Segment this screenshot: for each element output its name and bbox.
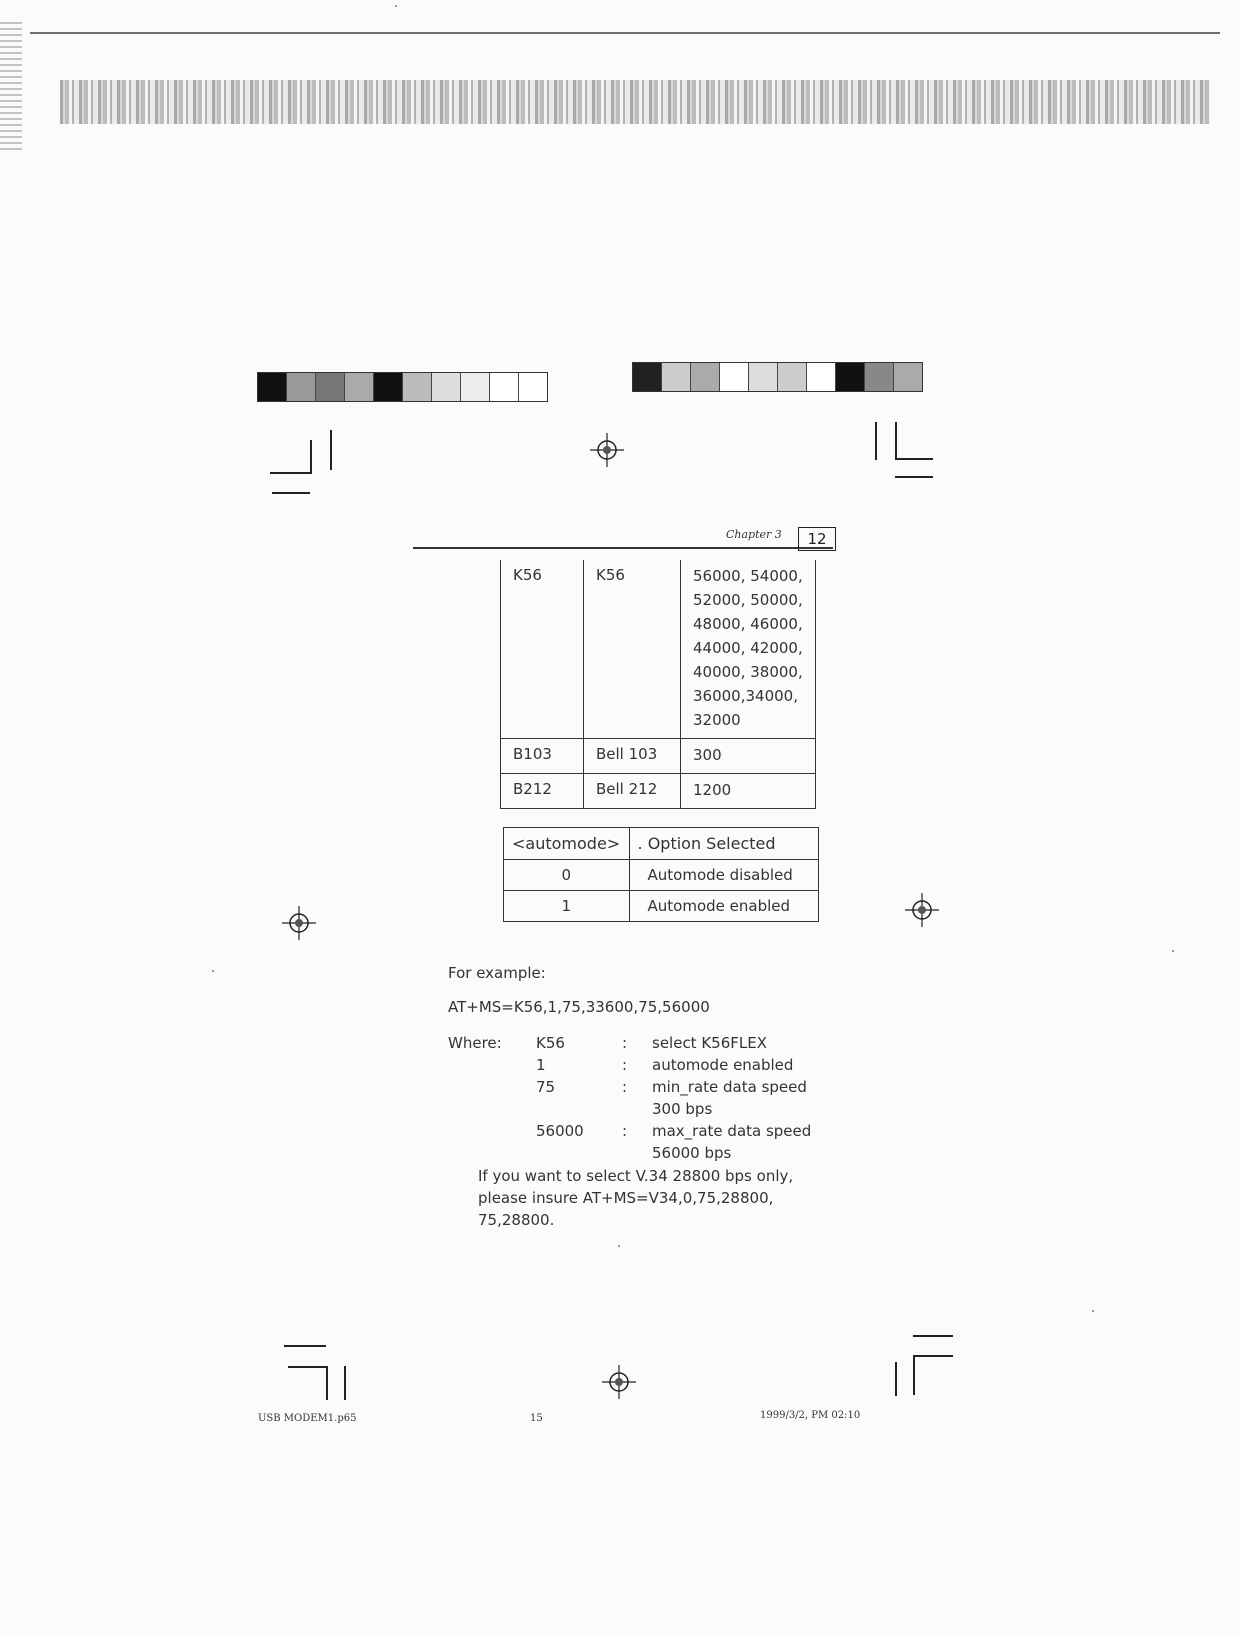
parameter-row bbox=[536, 1076, 836, 1120]
page-number: 12 bbox=[798, 527, 836, 551]
registration-target-icon bbox=[282, 906, 316, 940]
parameter-description bbox=[652, 1120, 811, 1164]
scan-edge-noise bbox=[0, 20, 22, 150]
parameter-description-line: 300 bps bbox=[652, 1100, 713, 1118]
rate-speeds bbox=[681, 739, 816, 774]
crop-mark bbox=[913, 1335, 953, 1337]
registration-swatch bbox=[807, 363, 836, 391]
example-command: AT+MS=K56,1,75,33600,75,56000 bbox=[448, 998, 710, 1016]
table-row bbox=[501, 739, 816, 774]
note-line: 75,28800. bbox=[478, 1211, 555, 1229]
crop-mark bbox=[875, 422, 877, 460]
parameter-description-line: 56000 bps bbox=[652, 1144, 732, 1162]
registration-swatch bbox=[490, 373, 519, 401]
registration-swatch bbox=[894, 363, 922, 391]
scan-speck bbox=[618, 1245, 620, 1247]
registration-swatch bbox=[461, 373, 490, 401]
crop-mark bbox=[895, 476, 933, 478]
registration-swatch bbox=[778, 363, 807, 391]
crop-mark bbox=[913, 1355, 915, 1395]
rate-code: B212 bbox=[501, 774, 584, 809]
parameter-row bbox=[536, 1032, 836, 1054]
crop-mark bbox=[270, 472, 312, 474]
rates-table bbox=[500, 560, 816, 809]
speed-line: 36000,34000, bbox=[693, 687, 798, 705]
crop-mark bbox=[895, 422, 897, 460]
footer-file-name: USB MODEM1.p65 bbox=[258, 1413, 357, 1424]
registration-bar-right bbox=[632, 362, 923, 392]
parameter-description bbox=[652, 1032, 767, 1054]
example-intro: For example: bbox=[448, 964, 546, 982]
chapter-label: Chapter 3 bbox=[726, 528, 782, 541]
note-line: If you want to select V.34 28800 bps only, bbox=[478, 1167, 794, 1185]
rate-speeds bbox=[681, 774, 816, 809]
parameter-description bbox=[652, 1054, 793, 1076]
parameter-separator: : bbox=[622, 1034, 628, 1052]
registration-swatch bbox=[836, 363, 865, 391]
registration-target-icon bbox=[590, 433, 624, 467]
rate-name: Bell 103 bbox=[584, 739, 681, 774]
scan-line bbox=[30, 32, 1220, 34]
speed-line: 1200 bbox=[693, 781, 732, 799]
parameter-description-line: select K56FLEX bbox=[652, 1034, 767, 1052]
crop-mark bbox=[272, 492, 310, 494]
registration-swatch bbox=[374, 373, 403, 401]
speed-line: 44000, 42000, bbox=[693, 639, 803, 657]
rate-code: B103 bbox=[501, 739, 584, 774]
table-row bbox=[501, 774, 816, 809]
crop-mark bbox=[284, 1345, 326, 1347]
registration-swatch bbox=[720, 363, 749, 391]
registration-swatch bbox=[691, 363, 720, 391]
speed-line: 56000, 54000, bbox=[693, 567, 803, 585]
automode-option: Automode disabled bbox=[629, 860, 818, 891]
automode-header-option: . Option Selected bbox=[629, 828, 818, 860]
parameter-description-line: max_rate data speed bbox=[652, 1122, 812, 1140]
registration-target-icon bbox=[602, 1365, 636, 1399]
crop-mark bbox=[895, 458, 933, 460]
registration-bar-left bbox=[257, 372, 548, 402]
speed-line: 32000 bbox=[693, 711, 741, 729]
note-line: please insure AT+MS=V34,0,75,28800, bbox=[478, 1189, 774, 1207]
crop-mark bbox=[330, 430, 332, 470]
automode-value: 1 bbox=[504, 891, 630, 922]
registration-swatch bbox=[258, 373, 287, 401]
parameter-key: 1 bbox=[536, 1056, 546, 1074]
table-row bbox=[501, 560, 816, 739]
parameter-row bbox=[536, 1054, 836, 1076]
registration-swatch bbox=[519, 373, 547, 401]
parameter-description bbox=[652, 1076, 807, 1120]
automode-value: 0 bbox=[504, 860, 630, 891]
parameter-list bbox=[536, 1032, 836, 1164]
parameter-separator: : bbox=[622, 1122, 628, 1140]
registration-target-icon bbox=[905, 893, 939, 927]
scan-speck bbox=[395, 5, 397, 7]
header-rule bbox=[413, 547, 833, 549]
rate-name: Bell 212 bbox=[584, 774, 681, 809]
registration-swatch bbox=[749, 363, 778, 391]
parameter-row bbox=[536, 1120, 836, 1164]
parameter-separator: : bbox=[622, 1078, 628, 1096]
footer-sheet-number: 15 bbox=[530, 1413, 543, 1424]
speed-line: 48000, 46000, bbox=[693, 615, 803, 633]
parameter-key: 56000 bbox=[536, 1122, 584, 1140]
speed-line: 300 bbox=[693, 746, 722, 764]
scan-speck bbox=[1092, 1310, 1094, 1312]
parameter-key: K56 bbox=[536, 1034, 565, 1052]
automode-header-value: <automode> bbox=[504, 828, 630, 860]
registration-swatch bbox=[287, 373, 316, 401]
speed-line: 40000, 38000, bbox=[693, 663, 803, 681]
speed-line: 52000, 50000, bbox=[693, 591, 803, 609]
scan-noise-band bbox=[60, 80, 1210, 124]
registration-swatch bbox=[345, 373, 374, 401]
crop-mark bbox=[344, 1366, 346, 1400]
note-paragraph bbox=[478, 1165, 858, 1231]
registration-swatch bbox=[865, 363, 894, 391]
automode-table bbox=[503, 827, 819, 922]
parameter-description-line: automode enabled bbox=[652, 1056, 794, 1074]
registration-swatch bbox=[662, 363, 691, 391]
scan-speck bbox=[212, 970, 214, 972]
rate-speeds bbox=[681, 560, 816, 739]
rate-name: K56 bbox=[584, 560, 681, 739]
crop-mark bbox=[288, 1366, 328, 1368]
registration-swatch bbox=[633, 363, 662, 391]
parameter-separator: : bbox=[622, 1056, 628, 1074]
crop-mark bbox=[895, 1362, 897, 1396]
registration-swatch bbox=[432, 373, 461, 401]
rate-code: K56 bbox=[501, 560, 584, 739]
where-label: Where: bbox=[448, 1034, 502, 1052]
crop-mark bbox=[913, 1355, 953, 1357]
registration-swatch bbox=[316, 373, 345, 401]
scan-speck bbox=[1172, 950, 1174, 952]
crop-mark bbox=[326, 1366, 328, 1400]
parameter-key: 75 bbox=[536, 1078, 556, 1096]
parameter-description-line: min_rate data speed bbox=[652, 1078, 807, 1096]
crop-mark bbox=[310, 440, 312, 472]
automode-option: Automode enabled bbox=[629, 891, 818, 922]
footer-timestamp: 1999/3/2, PM 02:10 bbox=[760, 1410, 861, 1421]
registration-swatch bbox=[403, 373, 432, 401]
